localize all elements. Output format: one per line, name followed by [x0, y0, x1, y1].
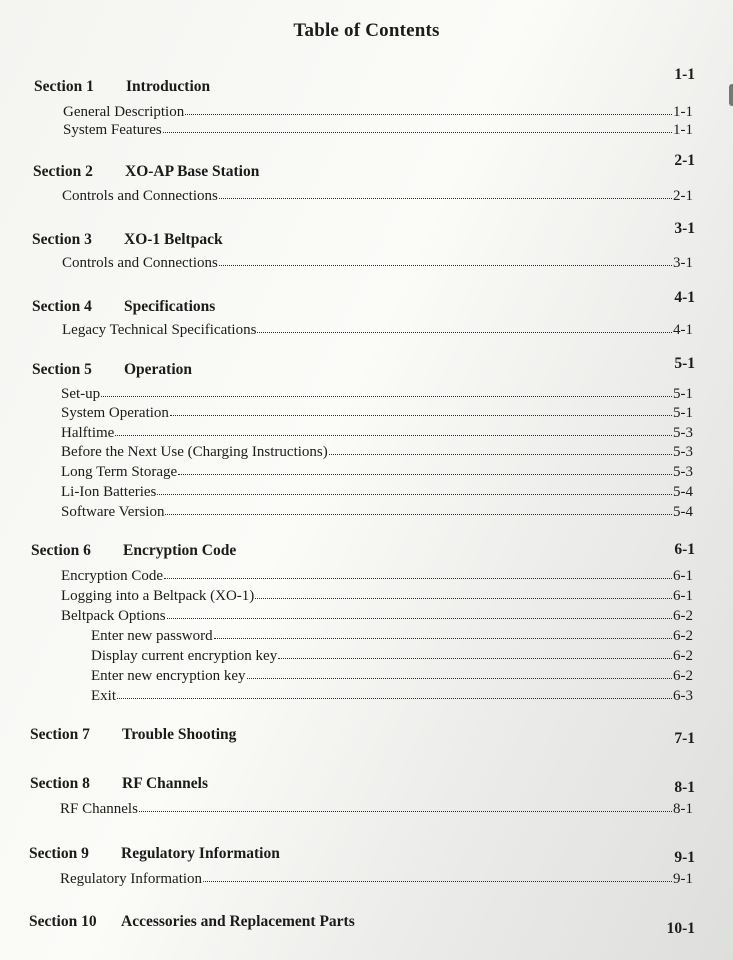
toc-entry[interactable]: [62, 254, 693, 272]
entry-label: Logging into a Beltpack (XO-1): [61, 588, 255, 604]
dot-leader: [157, 490, 672, 495]
section-name: RF Channels: [122, 775, 208, 792]
section-number: Section 7: [30, 726, 90, 743]
section-5-heading: [32, 361, 192, 379]
entry-label: Legacy Technical Specifications: [62, 322, 257, 338]
section-number: Section 3: [32, 231, 92, 248]
page-title: Table of Contents: [293, 20, 440, 41]
dot-leader: [170, 411, 672, 416]
section-name: Specifications: [124, 298, 216, 315]
section-3-heading: [32, 231, 223, 249]
dot-leader: [185, 110, 672, 115]
entry-label: System Operation: [61, 405, 169, 421]
entry-page: 6-1: [673, 568, 693, 584]
entry-page: 6-3: [673, 688, 693, 704]
section-4-page: 4-1: [674, 289, 695, 306]
entry-page: 6-2: [673, 648, 693, 664]
toc-entry[interactable]: [61, 607, 693, 625]
toc-entry[interactable]: [63, 121, 693, 139]
entry-page: 6-2: [673, 628, 693, 644]
toc-subentry[interactable]: [91, 667, 693, 685]
entry-page: 3-1: [673, 255, 693, 271]
dot-leader: [167, 614, 672, 619]
toc-entry[interactable]: [61, 567, 693, 585]
entry-label: System Features: [63, 122, 162, 138]
section-name: Introduction: [126, 78, 211, 95]
section-name: Regulatory Information: [121, 845, 280, 862]
toc-entry[interactable]: [61, 385, 693, 403]
entry-label: Regulatory Information: [60, 871, 203, 887]
dot-leader: [139, 807, 672, 812]
dot-leader: [115, 431, 672, 436]
section-9-page: 9-1: [674, 849, 695, 866]
section-number: Section 4: [32, 298, 92, 315]
section-3-page: 3-1: [674, 220, 695, 237]
dot-leader: [165, 510, 672, 515]
entry-label: Set-up: [61, 386, 101, 402]
section-number: Section 2: [33, 163, 93, 180]
toc-entry[interactable]: [61, 483, 693, 501]
dot-leader: [219, 194, 672, 199]
entry-page: 8-1: [673, 801, 693, 817]
dot-leader: [247, 674, 672, 679]
entry-page: 5-4: [673, 484, 693, 500]
entry-label: Controls and Connections: [62, 255, 218, 271]
dot-leader: [257, 328, 672, 333]
section-number: Section 5: [32, 361, 92, 378]
entry-page: 6-2: [673, 608, 693, 624]
toc-entry[interactable]: [61, 463, 693, 481]
entry-label: General Description: [63, 104, 185, 120]
dot-leader: [203, 877, 672, 882]
dot-leader: [255, 594, 672, 599]
entry-page: 5-3: [673, 464, 693, 480]
toc-entry[interactable]: [61, 587, 693, 605]
entry-page: 1-1: [673, 104, 693, 120]
toc-entry[interactable]: [61, 443, 693, 461]
section-9-heading: [29, 845, 280, 863]
dot-leader: [329, 450, 672, 455]
toc-subentry[interactable]: [91, 647, 693, 665]
section-name: XO-1 Beltpack: [124, 231, 223, 248]
section-1-page: 1-1: [674, 66, 695, 83]
toc-entry[interactable]: [61, 404, 693, 422]
entry-page: 5-3: [673, 425, 693, 441]
entry-label: Encryption Code: [61, 568, 164, 584]
section-number: Section 1: [34, 78, 94, 95]
section-name: Trouble Shooting: [122, 726, 237, 743]
dot-leader: [101, 392, 672, 397]
toc-subentry[interactable]: [91, 687, 693, 705]
toc-entry[interactable]: [60, 800, 693, 818]
entry-label: Before the Next Use (Charging Instructions): [61, 444, 328, 460]
entry-label: Enter new encryption key: [91, 668, 246, 684]
entry-label: RF Channels: [60, 801, 138, 817]
section-name: Accessories and Replacement Parts: [121, 913, 355, 930]
section-7-page: 7-1: [674, 730, 695, 747]
dot-leader: [164, 574, 672, 579]
dot-leader: [278, 654, 672, 659]
toc-entry[interactable]: [62, 321, 693, 339]
entry-page: 6-2: [673, 668, 693, 684]
section-1-heading: [34, 78, 210, 96]
section-name: Encryption Code: [123, 542, 237, 559]
entry-page: 1-1: [673, 122, 693, 138]
entry-page: 4-1: [673, 322, 693, 338]
entry-page: 5-3: [673, 444, 693, 460]
dot-leader: [178, 470, 672, 475]
entry-label: Long Term Storage: [61, 464, 178, 480]
section-7-heading: [30, 726, 236, 744]
entry-page: 5-4: [673, 504, 693, 520]
section-number: Section 9: [29, 845, 89, 862]
entry-label: Beltpack Options: [61, 608, 166, 624]
section-6-heading: [31, 542, 236, 560]
toc-entry[interactable]: [61, 503, 693, 521]
section-name: Operation: [124, 361, 193, 378]
section-8-page: 8-1: [674, 779, 695, 796]
entry-label: Halftime: [61, 425, 115, 441]
section-number: Section 6: [31, 542, 91, 559]
section-6-page: 6-1: [674, 541, 695, 558]
toc-entry[interactable]: [62, 187, 693, 205]
toc-subentry[interactable]: [91, 627, 693, 645]
dot-leader: [214, 634, 672, 639]
dot-leader: [219, 261, 672, 266]
entry-label: Enter new password: [91, 628, 213, 644]
entry-label: Controls and Connections: [62, 188, 218, 204]
entry-label: Display current encryption key: [91, 648, 278, 664]
entry-page: 2-1: [673, 188, 693, 204]
toc-entry[interactable]: [60, 870, 693, 888]
dot-leader: [117, 694, 672, 699]
toc-entry[interactable]: [63, 103, 693, 121]
section-8-heading: [30, 775, 208, 793]
toc-entry[interactable]: [61, 424, 693, 442]
section-name: XO-AP Base Station: [125, 163, 260, 180]
section-10-heading: [29, 913, 355, 931]
section-number: Section 10: [29, 913, 97, 930]
section-4-heading: [32, 298, 215, 316]
entry-page: 5-1: [673, 405, 693, 421]
entry-label: Software Version: [61, 504, 165, 520]
section-2-page: 2-1: [674, 152, 695, 169]
entry-label: Exit: [91, 688, 116, 704]
section-5-page: 5-1: [674, 355, 695, 372]
entry-label: Li-Ion Batteries: [61, 484, 157, 500]
entry-page: 5-1: [673, 386, 693, 402]
section-2-heading: [33, 163, 259, 181]
entry-page: 6-1: [673, 588, 693, 604]
section-10-page: 10-1: [666, 920, 695, 937]
section-number: Section 8: [30, 775, 90, 792]
dot-leader: [163, 128, 672, 133]
page-tab-marker: [729, 84, 733, 106]
entry-page: 9-1: [673, 871, 693, 887]
